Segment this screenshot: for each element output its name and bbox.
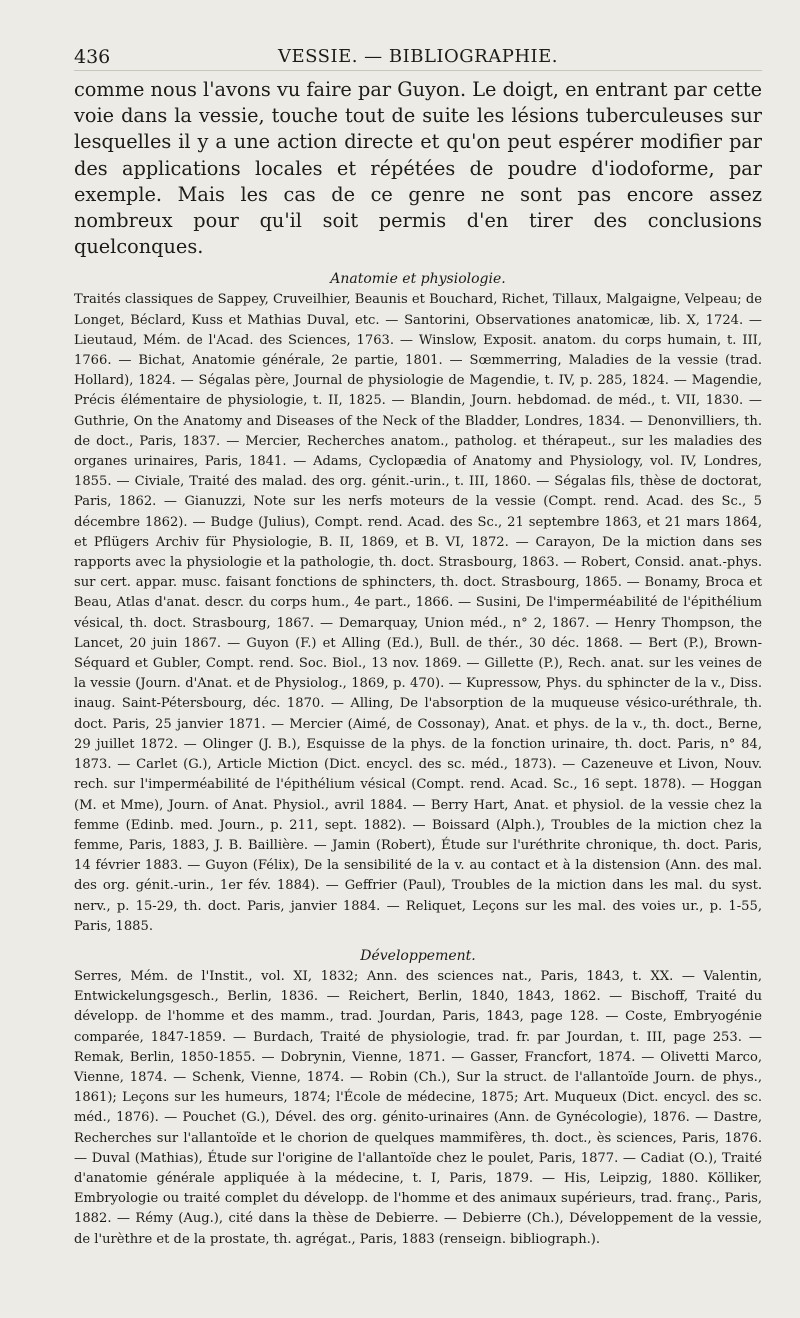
page-header	[74, 40, 762, 71]
bibliography-anatomie: Traités classiques de Sappey, Cruveilhier, Beaunis et Bouchard, Richet, Tillaux, Malgaigne, Velpeau; de Longet, Béclard, Kuss et Mathias Duval, etc. — Santorini, Observationes anatomicæ, lib. X, 1724. — Lieutaud, Mém. de l'Acad. des Sciences, 1763. — Winslow, Exposit. anatom. du corps humain, t. III, 1766. — Bichat, Anatomie générale, 2e partie, 1801. — Sœmmerring, Maladies de la vessie (trad. Hollard), 1824. — Ségalas père, Journal de physiologie de Magendie, t. IV, p. 285, 1824. — Magendie, Précis élémentaire de physiologie, t. II, 1825. — Blandin, Journ. hebdomad. de méd., t. VII, 1830. — Guthrie, On the Anatomy and Diseases of the Neck of the Bladder, Londres, 1834. — Denonvilliers, th. de doct., Paris, 1837. — Mercier, Recherches anatom., patholog. et thérapeut., sur les maladies des organes urinaires, Paris, 1841. — Adams, Cyclopædia of Anatomy and Physiology, vol. IV, Londres, 1855. — Civiale, Traité des malad. des org. génit.-urin., t. III, 1860. — Ségalas fils, thèse de doctorat, Paris, 1862. — Gianuzzi, Note sur les nerfs moteurs de la vessie (Compt. rend. Acad. des Sc., 5 décembre 1862). — Budge (Julius), Compt. rend. Acad. des Sc., 21 septembre 1863, et 21 mars 1864, et Pflügers Archiv für Physiologie, B. II, 1869, et B. VI, 1872. — Carayon, De la miction dans ses rapports avec la physiologie et la pathologie, th. doct. Strasbourg, 1863. — Robert, Consid. anat.-phys. sur cert. appar. musc. faisant fonctions de sphincters, th. doct. Strasbourg, 1865. — Bonamy, Broca et Beau, Atlas d'anat. descr. du corps hum., 4e part., 1866. — Susini, De l'imperméabilité de l'épithélium vésical, th. doct. Strasbourg, 1867. — Demarquay, Union méd., n° 2, 1867. — Henry Thompson, the Lancet, 20 juin 1867. — Guyon (F.) et Alling (Ed.), Bull. de thér., 30 déc. 1868. — Bert (P.), Brown-Séquard et Gubler, Compt. rend. Soc. Biol., 13 nov. 1869. — Gillette (P.), Rech. anat. sur les veines de la vessie (Journ. d'Anat. et de Physiolog., 1869, p. 470). — Kupressow, Phys. du sphincter de la v., Diss. inaug. Saint-Pétersbourg, déc. 1870. — Alling, De l'absorption de la muqueuse vésico-uréthrale, th. doct. Paris, 25 janvier 1871. — Mercier (Aimé, de Cossonay), Anat. et phys. de la v., th. doct., Berne, 29 juillet 1872. — Olinger (J. B.), Esquisse de la phys. de la fonction urinaire, th. doct. Paris, n° 84, 1873. — Carlet (G.), Article Miction (Dict. encycl. des sc. méd., 1873). — Cazeneuve et Livon, Nouv. rech. sur l'imperméabilité de l'épithélium vésical (Compt. rend. Acad. Sc., 16 sept. 1878). — Hoggan (M. et Mme), Journ. of Anat. Physiol., avril 1884. — Berry Hart, Anat. et physiol. de la vessie chez la femme (Edinb. med. Journ., p. 211, sept. 1882). — Boissard (Alph.), Troubles de la miction chez la femme, Paris, 1883, J. B. Baillière. — Jamin (Robert), Étude sur l'uréthrite chronique, th. doct. Paris, 14 février 1883. — Guyon (Félix), De la sensibilité de la v. au contact et à la distension (Ann. des mal. des org. génit.-urin., 1er fév. 1884). — Geffrier (Paul), Troubles de la miction dans les mal. du syst. nerv., p. 15-29, th. doct. Paris, janvier 1884. — Reliquet, Leçons sur les mal. des voies ur., p. 1-55, Paris, 1885.	[74, 292, 762, 934]
running-title: VESSIE. — BIBLIOGRAPHIE.	[278, 46, 558, 67]
section-title-developpement: Développement.	[360, 947, 476, 964]
page-number: 436	[74, 46, 111, 68]
intro-paragraph: comme nous l'avons vu faire par Guyon. Le doigt, en entrant par cette voie dans la vessie, touche tout de suite les lésions tuberculeuses sur lesquelles il y a une action directe et qu'on peut espérer modifier par des applications locales et répétées de poudre d'iodoforme, par exemple. Mais les cas de ce genre ne sont pas encore assez nombreux pour qu'il soit permis d'en tirer des conclusions quelconques.	[74, 78, 762, 259]
bibliography-developpement: Serres, Mém. de l'Instit., vol. XI, 1832; Ann. des sciences nat., Paris, 1843, t. XX. — Valentin, Entwickelungsgesch., Berlin, 1836. — Reichert, Berlin, 1840, 1843, 1862. — Bischoff, Traité du développ. de l'homme et des mamm., trad. Jourdan, Paris, 1843, page 128. — Coste, Embryogénie comparée, 1847-1859. — Burdach, Traité de physiologie, trad. fr. par Jourdan, t. III, page 253. — Remak, Berlin, 1850-1855. — Dobrynin, Vienne, 1871. — Gasser, Francfort, 1874. — Olivetti Marco, Vienne, 1874. — Schenk, Vienne, 1874. — Robin (Ch.), Sur la struct. de l'allantoïde Journ. de phys., 1861); Leçons sur les humeurs, 1874; l'École de médecine, 1875; Art. Muqueux (Dict. encycl. des sc. méd., 1876). — Pouchet (G.), Dével. des org. génito-urinaires (Ann. de Gynécologie), 1876. — Dastre, Recherches sur l'allantoïde et le chorion de quelques mammifères, th. doct., ès sciences, Paris, 1876. — Duval (Mathias), Étude sur l'origine de l'allantoïde chez le poulet, Paris, 1877. — Cadiat (O.), Traité d'anatomie générale appliquée à la médecine, t. I, Paris, 1879. — His, Leipzig, 1880. Kölliker, Embryologie ou traité complet du développ. de l'homme et des animaux supérieurs, trad. franç., Paris, 1882. — Rémy (Aug.), cité dans la thèse de Debierre. — Debierre (Ch.), Développement de la vessie, de l'urèthre et de la prostate, th. agrégat., Paris, 1883 (renseign. bibliograph.).	[74, 968, 762, 1247]
section-title-anatomie: Anatomie et physiologie.	[330, 271, 506, 288]
